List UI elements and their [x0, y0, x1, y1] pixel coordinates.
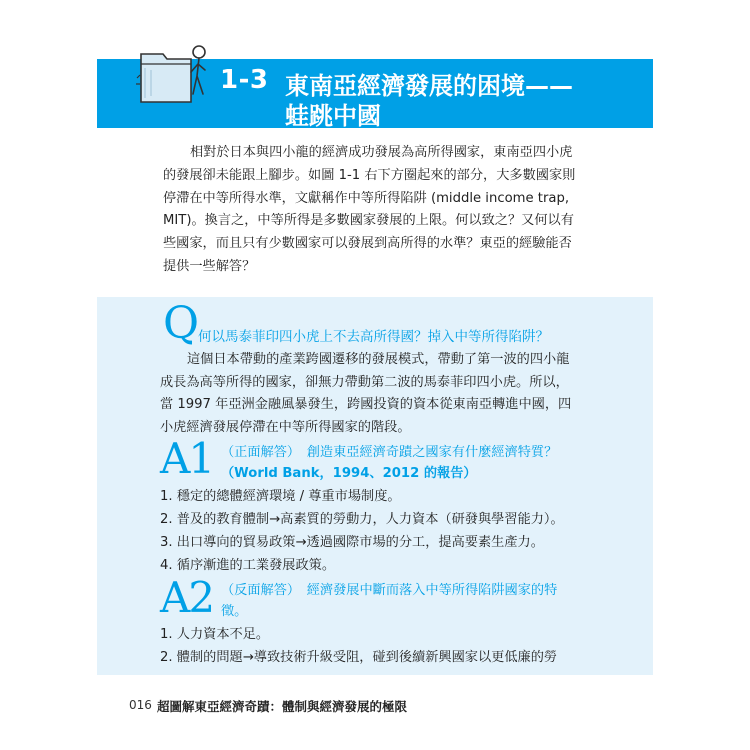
list-item: 2. 普及的教育體制→高素質的勞動力，人力資本（研發與學習能力）。: [160, 512, 564, 527]
question-body: [160, 349, 580, 439]
answer1-label: （正面解答） 創造東亞經濟奇蹟之國家有什麼經濟特質？: [221, 445, 558, 460]
folder-mascot-icon: [133, 40, 207, 106]
intro-line: 提供一些解答？: [163, 258, 256, 274]
question-body-line: 當 1997 年亞洲金融風暴發生，跨國投資的資本從東南亞轉進中國，四: [160, 397, 572, 412]
list-item: 1. 穩定的總體經濟環境 / 尊重市場制度。: [160, 489, 401, 504]
intro-paragraph: [163, 142, 576, 279]
answer1-letter: A1: [160, 434, 214, 483]
answer1-list: [160, 485, 564, 577]
answer1-source: （World Bank，1994、2012 的報告）: [221, 466, 477, 481]
running-footer-title: 超圖解東亞經濟奇蹟：體制與經濟發展的極限: [157, 699, 408, 714]
question-body-line: 小虎經濟發展停滯在中等所得國家的階段。: [160, 419, 411, 435]
answer2-label-continued: 徵。: [221, 604, 248, 619]
qa-box: [97, 297, 653, 675]
intro-line: MIT)。換言之，中等所得是多數國家發展的上限。何以致之？又何以有: [163, 213, 574, 229]
question-text: 何以馬泰菲印四小虎上不去高所得國？掉入中等所得陷阱？: [198, 329, 549, 345]
question-body-line: 這個日本帶動的產業跨國遷移的發展模式，帶動了第一波的四小龍: [187, 352, 570, 367]
question-letter: Q: [163, 298, 200, 349]
answer2-label: （反面解答） 經濟發展中斷而落入中等所得陷阱國家的特: [221, 583, 558, 598]
list-item: 3. 出口導向的貿易政策→透過國際市場的分工，提高要素生產力。: [160, 535, 544, 550]
list-item: 1. 人力資本不足。: [160, 627, 270, 642]
chapter-number: 1-3: [220, 65, 269, 95]
intro-line: 相對於日本與四小龍的經濟成功發展為高所得國家，東南亞四小虎: [190, 145, 573, 160]
intro-line: 些國家，而且只有少數國家可以發展到高所得的水準？東亞的經驗能否: [163, 236, 572, 252]
answer2-letter: A2: [160, 573, 214, 622]
list-item: 4. 循序漸進的工業發展政策。: [160, 558, 336, 573]
page-number: 016: [129, 698, 152, 712]
chapter-title-line1: 東南亞經濟發展的困境——: [285, 72, 573, 100]
list-item: 2. 體制的問題→導致技術升級受阻，碰到後續新興國家以更低廉的勞: [160, 650, 558, 665]
chapter-title-line2: 蛙跳中國: [285, 102, 381, 130]
answer2-list: [160, 623, 557, 669]
intro-line: 停滯在中等所得水準，文獻稱作中等所得陷阱 (middle income trap,: [163, 190, 570, 206]
intro-line: 的發展卻未能跟上腳步。如圖 1-1 右下方圈起來的部分，大多數國家則: [163, 167, 576, 183]
question-body-line: 成長為高等所得的國家，卻無力帶動第二波的馬泰菲印四小虎。所以，: [160, 374, 569, 390]
